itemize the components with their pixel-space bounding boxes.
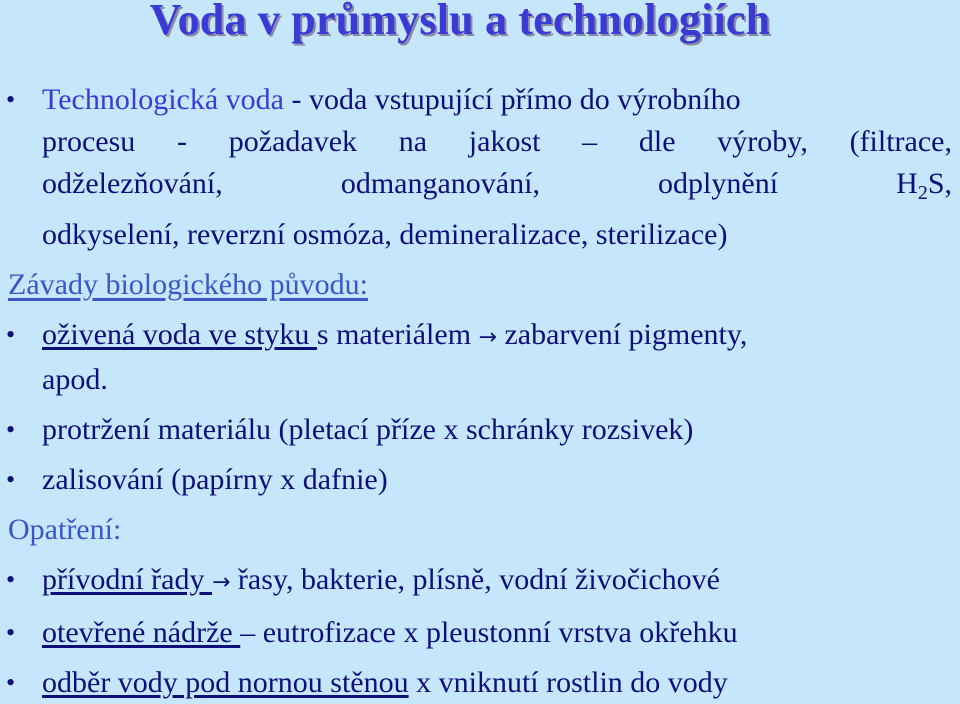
bullet-zalisovani xyxy=(0,459,960,501)
text-line: apod. xyxy=(42,363,108,396)
bullet-marker: • xyxy=(6,320,16,349)
subscript-two: 2 xyxy=(917,182,928,204)
arrow-right-icon: → xyxy=(211,570,231,595)
underlined-text: oživená voda ve styku xyxy=(42,318,317,351)
term-technologicka-voda: Technologická voda xyxy=(42,83,284,116)
bullet-odber-vody xyxy=(0,662,960,704)
bullet-protrzeni xyxy=(0,409,960,451)
text-line xyxy=(42,662,952,704)
section-heading-zavady xyxy=(0,264,960,306)
bullet-marker: • xyxy=(6,668,16,697)
text-segment: S, xyxy=(927,167,952,200)
text-segment: – eutrofizace x pleustonní vrstva okřehku xyxy=(240,616,738,649)
text-segment: řasy, bakterie, plísně, vodní živočichové xyxy=(230,563,720,596)
section-heading-opatreni xyxy=(0,509,960,551)
underlined-text: přívodní řady xyxy=(42,563,212,596)
bullet-otevrene-nadrze xyxy=(0,612,960,654)
page-title: Voda v průmyslu a technologiích xyxy=(149,0,771,44)
text-line: zalisování (papírny x dafnie) xyxy=(42,463,388,496)
text-segment: s materiálem xyxy=(316,318,479,351)
text-segment: zabarvení pigmenty, xyxy=(496,318,748,351)
bullet-zivena-voda xyxy=(0,314,960,401)
bullet-marker: • xyxy=(6,465,16,494)
text-line: odkyselení, reverzní osmóza, demineralizace, sterilizace) xyxy=(42,218,728,251)
underlined-text: otevřené nádrže xyxy=(42,616,241,649)
slide-content xyxy=(0,75,960,704)
text-line: procesu - požadavek na jakost – dle výroby, (filtrace, xyxy=(42,125,952,158)
heading-text: Závady biologického původu: xyxy=(8,268,368,301)
text-line xyxy=(42,559,952,604)
text-line xyxy=(42,612,952,654)
text-line xyxy=(42,163,952,214)
bullet-privodni-rady xyxy=(0,559,960,604)
underlined-text: odběr vody pod nornou stěnou xyxy=(42,666,409,699)
bullet-marker: • xyxy=(6,618,16,647)
text-segment: - voda vstupující přímo do výrobního xyxy=(283,83,741,116)
text-line xyxy=(42,79,952,121)
bullet-marker: • xyxy=(6,415,16,444)
text-segment: x vniknutí rostlin do vody xyxy=(408,666,728,699)
heading-text: Opatření: xyxy=(8,513,122,546)
bullet-marker: • xyxy=(6,565,16,594)
text-segment: odželezňování, odmanganování, odplynění H xyxy=(42,167,918,200)
text-line: protržení materiálu (pletací příze x schránky rozsivek) xyxy=(42,413,694,446)
bullet-marker: • xyxy=(6,85,16,114)
text-line xyxy=(42,314,952,359)
bullet-technologicka-voda xyxy=(0,79,960,256)
arrow-right-icon: → xyxy=(478,325,497,350)
